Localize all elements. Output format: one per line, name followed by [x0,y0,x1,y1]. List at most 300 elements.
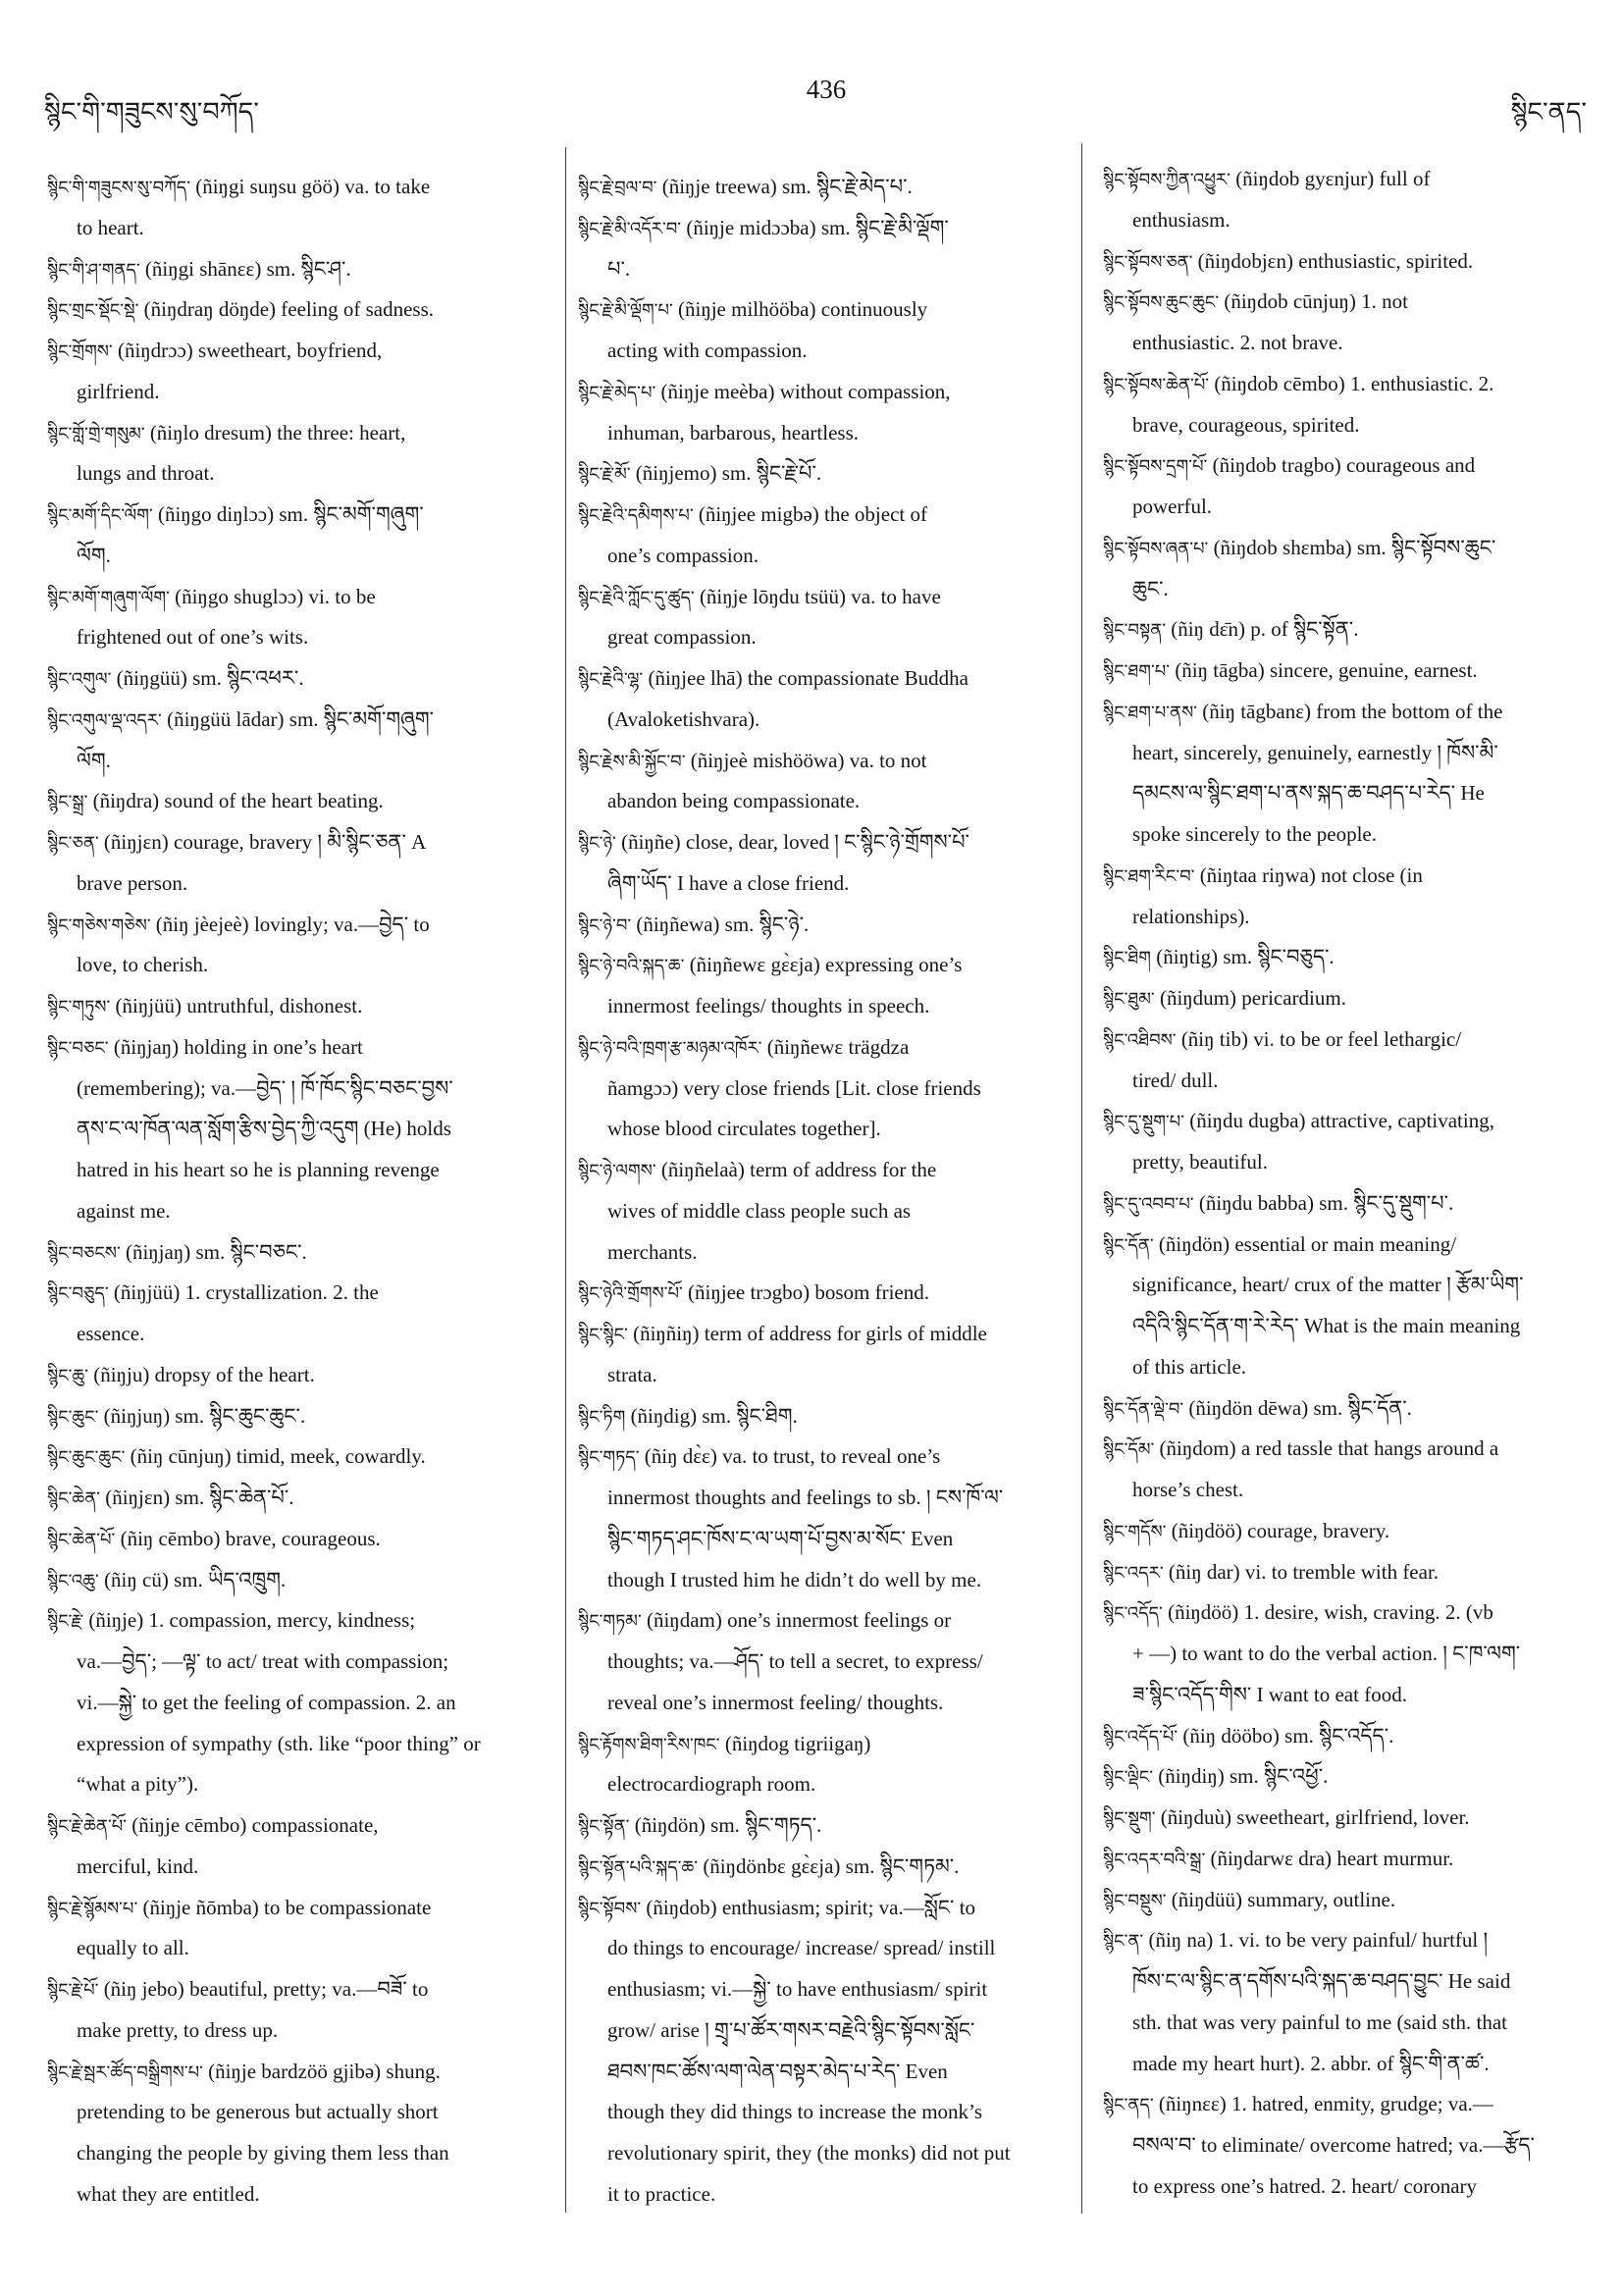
entry-first-line [47,822,557,863]
entry-continuation-line: ཁོས་ང་ལ་སྙིང་ན་དགོས་པའི་སྐད་ཆ་བཤད་བྱུང་ He said [1132,1969,1511,1993]
entry-first-line [578,905,1074,946]
definition-text: close, dear, loved ། ང་སྙིང་ཉེ་གྲོགས་པོ་ [685,830,969,854]
pronunciation: (ñiŋdu dugba) [1189,1109,1306,1133]
headword: སྙིང་ཅན་ [47,833,99,854]
entry-continuation-line: equally to all. [77,1936,189,1960]
pronunciation: (ñiŋje milhööba) [678,297,816,322]
dictionary-entry [578,658,1074,741]
entry-continuation-line: whose blood circulates together]. [607,1117,881,1141]
dictionary-entry [47,658,557,700]
headword: སྙིང་སྟོབས་ཀྱིན་འཕྱུར་ [1103,170,1230,190]
entry-first-line [47,700,557,741]
headword: སྙིང་རྟོགས་ཐིག་རིས་ཁང་ [578,1734,720,1755]
entry-continuation-line: it to practice. [607,2181,716,2206]
entry-first-line [47,1600,557,1642]
entry-continuation-line: strata. [607,1362,657,1386]
pronunciation: (ñiŋdam) [646,1608,722,1633]
pronunciation: (ñiŋñe) [621,830,681,854]
dictionary-entry [47,167,557,249]
entry-first-line [1103,937,1611,978]
definition-text: one’s innermost feelings or [727,1608,952,1633]
entry-first-line [47,1232,557,1274]
dictionary-entry [47,700,557,782]
entry-first-line [1103,528,1611,569]
headword: སྙིང་མགོ་དིང་ལོག་ [47,505,153,526]
pronunciation: (ñiŋje cēmbo) [131,1813,247,1837]
pronunciation: (ñiŋ dar) [1168,1559,1240,1584]
headword: སྙིང་རྗེ་ [47,1611,84,1633]
pronunciation: (ñiŋjemo) [635,461,717,486]
entry-first-line [578,289,1074,331]
dictionary-entry [578,905,1074,946]
entry-continuation-line: made my heart hurt). 2. abbr. of སྙིང་གི་ན་ཚ་. [1132,2051,1490,2075]
pronunciation: (ñiŋje meèba) [660,379,775,403]
entry-first-line [578,1888,1074,1929]
entry-first-line [1103,2084,1611,2125]
definition-text: sm. སྙིང་ཆུང་ཆུང་. [175,1403,306,1428]
headword: སྙིང་རྗེ་མི་འདོར་བ་ [578,218,682,239]
entry-continuation-line: hatred in his heart so he is planning revenge [77,1158,440,1181]
definition-text: bosom friend. [814,1280,930,1305]
dictionary-entry [578,372,1074,454]
entry-continuation-line: lungs and throat. [77,461,215,486]
entry-first-line [1103,445,1611,487]
pronunciation: (ñiŋdüü) [1171,1887,1242,1911]
entry-continuation-line: though I trusted him he didn’t do well by me. [607,1567,982,1592]
headword: སྙིང་མགོ་གཞུག་ལོག་ [47,587,170,608]
pronunciation: (ñiŋjee lhā) [648,666,743,690]
dictionary-entry [1103,856,1611,938]
headword: སྙིང་རྗེས་མི་སྐྱོང་བ་ [578,751,686,772]
page-number: 436 [806,75,847,104]
entry-first-line [578,372,1074,413]
definition-text: sm. སྙིང་རྗེ་མེད་པ་. [782,175,913,198]
entry-continuation-line: innermost thoughts and feelings to sb. ། ངས་ཁོ་ལ་ [607,1486,1004,1509]
entry-first-line [47,905,557,946]
pronunciation: (ñiŋjuŋ) [103,1403,171,1428]
pronunciation: (ñiŋ tāgbanɛ) [1202,699,1312,723]
entry-first-line [47,1355,557,1396]
entry-first-line [47,1273,557,1314]
dictionary-entry [1103,1920,1611,2084]
headword: སྙིང་སྙིང་ [578,1325,628,1345]
headword: སྙིང་གདོས་ [1103,1521,1167,1542]
pronunciation: (ñiŋje) [88,1608,144,1633]
pronunciation: (ñiŋgo shuglɔɔ) [175,584,304,608]
pronunciation: (ñiŋlo dresum) [149,420,272,444]
pronunciation: (ñiŋ na) [1148,1928,1214,1953]
definition-text: sm. སྙིང་ཉེ་. [724,912,810,936]
entry-first-line [578,1150,1074,1191]
definition-text: 1. hatred, enmity, grudge; va.— [1230,2092,1493,2116]
entry-first-line [47,658,557,700]
entry-continuation-line: merchants. [607,1239,698,1264]
dictionary-entry [578,1888,1074,2216]
entry-continuation-line: spoke sincerely to the people. [1132,822,1378,846]
definition-text: p. of སྙིང་སྟོན་. [1250,617,1359,642]
pronunciation: (ñiŋdön) [634,1813,706,1837]
entry-first-line [47,1396,557,1437]
headword: སྙིང་རྗེ་བྲལ་བ་ [578,178,657,198]
definition-text: enthusiasm; spirit; va.—སློང་ to [721,1895,976,1919]
entry-continuation-line: acting with compassion. [607,339,808,362]
column-divider [1081,143,1082,2214]
entry-continuation-line: against me. [77,1198,171,1223]
entry-continuation-line: (remembering); va.—བྱེད་ ། ཁོ་ཁོང་སྙིང་བཅང་བྱས་ [77,1075,453,1100]
entry-continuation-line: (Avaloketishvara). [607,706,760,731]
entry-continuation-line: wives of middle class people such as [607,1198,912,1223]
dictionary-entry [47,1232,557,1274]
entry-continuation-line: heart, sincerely, genuinely, earnestly ། ཁོས་མི་ [1132,740,1498,764]
definition-text: attractive, captivating, [1310,1109,1494,1133]
dictionary-entry [47,495,557,577]
definition-text: va. to trust, to reveal one’s [722,1444,941,1469]
definition-text: beautiful, pretty; va.—བཟོ་ to [189,1977,429,2001]
entry-first-line [47,1888,557,1929]
entry-first-line [47,495,557,536]
pronunciation: (ñiŋdrɔɔ) [117,339,193,362]
definition-text: sm. སྙིང་མགོ་གཞུག་ [288,706,435,731]
definition-text: brave, courageous. [225,1526,381,1550]
entry-first-line [47,1805,557,1847]
headword: སྙིང་སྟོབས་དྲག་པོ་ [1103,456,1208,478]
pronunciation: (ñiŋñewa) [636,912,720,936]
headword: སྙིང་དོམ་ [1103,1439,1155,1461]
definition-text: vi. to be or feel lethargic/ [1253,1026,1462,1051]
pronunciation: (ñiŋ dɛ̄n) [1171,617,1246,642]
headword: སྙིང་ཐག་པ་ [1103,661,1171,682]
pronunciation: (ñiŋ cūnjuŋ) [130,1444,232,1469]
headword: སྙིང་སྒྲ་ [47,792,88,813]
definition-text: sweetheart, girlfriend, lover. [1236,1805,1470,1829]
entry-continuation-line: ནས་ང་ལ་ཁོན་ལན་སློག་རྩིས་བྱེད་ཀྱི་འདུག (He) holds [77,1117,451,1141]
definition-text: continuously [820,297,928,322]
definition-text: 1. enthusiastic. 2. [1350,371,1494,395]
dictionary-entry [47,1273,557,1355]
dictionary-entry [47,331,557,413]
definition-text: 1. crystallization. 2. the [184,1280,379,1305]
entry-continuation-line: of this article. [1132,1354,1247,1379]
pronunciation: (ñiŋdig) [630,1403,698,1428]
entry-continuation-line: + —) to want to do the verbal action. ། ང་ཁ་ལག་ [1132,1642,1521,1665]
headword: སྙིང་རྗེ་མེད་པ་ [578,382,656,403]
entry-first-line [1103,978,1611,1019]
dictionary-entry [47,1805,557,1888]
pronunciation: (ñiŋjüü) [113,1280,181,1305]
entry-first-line [47,1519,557,1560]
entry-continuation-line: sth. that was very painful to me (said sth. that [1132,2009,1508,2034]
definition-text: sm. སྙིང་བཅང་. [195,1239,307,1264]
definition-text: feeling of sadness. [281,297,435,322]
entry-continuation-line: though they did things to increase the monk’s [607,2100,983,2124]
headword: སྙིང་སྡུག་ [1103,1808,1156,1829]
headword: སྙིང་ཆེན་ [47,1488,101,1509]
entry-first-line [578,1724,1074,1765]
pronunciation: (ñiŋ cēmbo) [120,1526,221,1550]
pronunciation: (ñiŋdu babba) [1198,1190,1314,1215]
entry-continuation-line: revolutionary spirit, they (the monks) did not put [607,2141,1011,2165]
entry-first-line [1103,364,1611,405]
entry-first-line [1103,1429,1611,1470]
headword: སྙིང་ན་ [1103,1931,1144,1953]
entry-continuation-line: བསལ་བ་ to eliminate/ overcome hatred; va.—རྩོད་ [1132,2133,1535,2157]
definition-text: va. to not [849,748,927,772]
definition-text: holding in one’s heart [183,1034,363,1059]
entry-continuation-line: reveal one’s innermost feeling/ thoughts. [607,1690,944,1714]
dictionary-entry [47,413,557,496]
definition-text: shung. [386,2059,441,2083]
definition-text: summary, outline. [1247,1887,1396,1911]
pronunciation: (ñiŋju) [93,1362,150,1386]
headword: སྙིང་དུ་སྡུག་པ་ [1103,1112,1184,1133]
pronunciation: (ñiŋjüü) [115,994,183,1018]
dictionary-entry [1103,692,1611,856]
entry-continuation-line: pretty, beautiful. [1132,1150,1269,1174]
headword: སྙིང་ཉེ་ [578,833,616,854]
headword: སྙིང་གཏུས་ [47,997,111,1018]
pronunciation: (ñiŋdarwɛ dra) [1210,1846,1333,1870]
pronunciation: (ñiŋ dɛ̀ɛ) [644,1444,717,1469]
headword: སྙིང་དུ་འབབ་པ་ [1103,1193,1194,1215]
entry-first-line [578,453,1074,495]
pronunciation: (ñiŋ jèejeè) [155,912,249,936]
pronunciation: (ñiŋje lōŋdu tsüü) [699,584,847,608]
headword: སྙིང་དོན་ [1103,1234,1154,1256]
entry-first-line [1103,651,1611,692]
headword: སྙིང་སྟོན་ [578,1816,630,1837]
pronunciation: (ñiŋdob cēmbo) [1214,371,1345,395]
entry-continuation-line: ཟ་སྙིང་འདོད་གིས་ I want to eat food. [1132,1682,1407,1706]
entry-first-line [578,1273,1074,1314]
definition-text: va. to have [851,584,941,608]
dictionary-entry [47,781,557,822]
definition-text: the three: heart, [277,420,406,444]
dictionary-entry [1103,1019,1611,1102]
pronunciation: (ñiŋdiŋ) [1158,1764,1225,1789]
dictionary-entry [47,1969,557,2052]
definition-text: a red tassle that hangs around a [1240,1436,1499,1461]
entry-continuation-line: འདིའི་སྙིང་དོན་ག་རེ་རེད་ What is the main meaning [1132,1314,1521,1337]
entry-first-line [578,945,1074,986]
entry-continuation-line: enthusiasm. [1132,207,1230,232]
entry-first-line [47,1436,557,1478]
definition-text: sm. སྙིང་འཕྱོ་. [1229,1764,1329,1789]
entry-first-line [1103,609,1611,651]
headword: སྙིང་བསྟན་ [1103,620,1166,642]
entry-continuation-line: electrocardiograph room. [607,1772,816,1797]
entry-first-line [1103,1101,1611,1142]
headword: སྙིང་རྗེ་ཆེན་པོ་ [47,1816,128,1837]
pronunciation: (ñiŋ dööbo) [1182,1723,1280,1748]
headword: སྙིང་ཉེའི་གྲོགས་པོ་ [578,1283,683,1305]
dictionary-entry [578,208,1074,290]
dictionary-column-2 [578,167,1074,2247]
pronunciation: (ñiŋje ñōmba) [142,1895,259,1919]
dictionary-entry [1103,159,1611,241]
dictionary-entry [1103,445,1611,528]
dictionary-column-3 [1103,159,1611,2247]
entry-first-line [1103,1839,1611,1880]
headword: སྙིང་སྟོབས་ [578,1898,642,1919]
entry-first-line [578,1314,1074,1355]
headword: སྙིང་རྗེ་པོ་ [47,1980,99,2001]
dictionary-entry [1103,364,1611,446]
pronunciation: (ñiŋnɛɛ) [1158,2092,1227,2116]
entry-continuation-line: ལོག. [77,543,111,567]
entry-continuation-line: innermost feelings/ thoughts in speech. [607,994,930,1018]
dictionary-entry [47,1888,557,1970]
entry-continuation-line: tired/ dull. [1132,1068,1219,1092]
entry-continuation-line: one’s compassion. [607,543,759,567]
entry-first-line [1103,282,1611,323]
pronunciation: (ñiŋtaa riŋwa) [1199,862,1316,887]
entry-first-line [578,495,1074,536]
definition-text: without compassion, [779,379,951,403]
headword: སྙིང་བསྡུས་ [1103,1890,1167,1911]
entry-continuation-line: expression of sympathy (sth. like “poor thing” or [77,1731,481,1755]
headword: སྙིང་ཆུང་ཆུང་ [47,1447,126,1469]
entry-continuation-line: pretending to be generous but actually short [77,2100,439,2124]
headword: སྙིང་ཆུང་ [47,1406,99,1428]
definition-text: sm. སྙིང་གཏད་. [710,1813,822,1837]
definition-text: sm. སྙིང་དོན་. [1313,1395,1412,1420]
pronunciation: (ñiŋdog tigriigaŋ) [724,1731,871,1755]
entry-continuation-line: to heart. [77,215,144,239]
definition-text: sm. སྙིང་འཕར་. [192,666,304,690]
entry-first-line [47,986,557,1027]
entry-continuation-line: ཆུང་. [1132,576,1169,600]
dictionary-entry [1103,1183,1611,1225]
dictionary-entry [578,577,1074,659]
headword: སྙིང་ཏིག [578,1406,626,1428]
dictionary-entry [47,1519,557,1560]
headword: སྙིང་ཐག་རིང་བ་ [1103,865,1195,887]
entry-first-line [578,741,1074,782]
entry-first-line [47,413,557,454]
definition-text: sm. སྙིང་བཅུད་. [1223,945,1335,969]
pronunciation: (ñiŋdob) [646,1895,717,1919]
dictionary-entry [578,1150,1074,1273]
pronunciation: (ñiŋ tāgba) [1175,658,1265,682]
pronunciation: (ñiŋdob tragbo) [1212,453,1341,478]
headword: སྙིང་འདར་བའི་སྒྲ་ [1103,1849,1206,1870]
pronunciation: (ñiŋdob cūnjuŋ) [1224,289,1356,314]
entry-first-line [47,1560,557,1601]
dictionary-entry [578,1396,1074,1437]
entry-first-line [578,1847,1074,1888]
definition-text: courage, bravery. [1247,1518,1390,1542]
headword: སྙིང་རྗེའི་ལྷ་ [578,669,644,690]
entry-first-line [47,167,557,208]
column-divider [565,147,566,2213]
pronunciation: (ñiŋjɛn) [105,1486,171,1509]
entry-first-line [1103,1880,1611,1921]
entry-continuation-line: ཞིག་ཡོད་ I have a close friend. [607,870,850,895]
definition-text: pericardium. [1241,986,1346,1010]
dictionary-entry [1103,1552,1611,1593]
pronunciation: (ñiŋñewɛ trägdza [766,1034,910,1059]
entry-continuation-line: horse’s chest. [1132,1478,1244,1501]
definition-text: sm. སྙིང་ཐིག. [702,1403,798,1428]
entry-first-line [47,289,557,331]
dictionary-entry [1103,1880,1611,1921]
dictionary-entry [1103,1511,1611,1552]
dictionary-entry [47,1478,557,1519]
headword: སྙིང་འཆུ་ [47,1570,99,1592]
pronunciation: (ñiŋgüü lādar) [167,706,285,731]
pronunciation: (ñiŋdra) [92,789,160,813]
dictionary-entry [1103,609,1611,651]
definition-text: sm. སྙིང་ཆེན་པོ་. [175,1486,294,1509]
pronunciation: (ñiŋñelaà) [660,1158,745,1181]
dictionary-entry [1103,1429,1611,1511]
pronunciation: (ñiŋdobjɛn) [1197,248,1293,273]
definition-text: not close (in [1321,862,1423,887]
dictionary-entry [47,1027,557,1232]
entry-first-line [47,2052,557,2093]
entry-continuation-line: thoughts; va.—ཤོད་ to tell a secret, to express/ [607,1649,983,1673]
dictionary-entry [47,1560,557,1601]
entry-continuation-line: great compassion. [607,625,757,650]
entry-first-line [47,781,557,822]
headword: སྙིང་འདོད་པོ་ [1103,1726,1178,1748]
definition-text: untruthful, dishonest. [186,994,363,1018]
entry-first-line [1103,856,1611,897]
pronunciation: (ñiŋñewɛ gɛ̀ɛja) [689,953,820,977]
dictionary-entry [578,822,1074,905]
headword: སྙིང་གཅེས་གཅེས་ [47,914,151,936]
pronunciation: (ñiŋdum) [1159,986,1237,1010]
headword: སྙིང་རྗེའི་དམིགས་པ་ [578,505,694,526]
headword: སྙིང་གྲོགས་ [47,341,113,362]
pronunciation: (ñiŋdöö) [1171,1518,1242,1542]
entry-continuation-line: what they are entitled. [77,2181,260,2206]
definition-text: dropsy of the heart. [154,1362,315,1386]
pronunciation: (ñiŋdön) [1158,1231,1230,1256]
entry-continuation-line: པ་. [607,256,631,281]
definition-text: from the bottom of the [1316,699,1503,723]
headword: སྙིང་རྗེའི་ཀློང་དུ་ཚུད་ [578,587,695,608]
definition-text: sm. སྙིང་རྗེ་པོ་. [721,461,822,486]
definition-text: 1. vi. to be very painful/ hurtful ། [1218,1928,1489,1953]
headword: སྙིང་འདོད་ [1103,1603,1163,1625]
entry-first-line [1103,1592,1611,1634]
pronunciation: (ñiŋ jebo) [103,1977,184,2001]
dictionary-entry [578,741,1074,823]
definition-text: sm. སྙིང་ཤ་. [266,256,351,281]
entry-continuation-line: girlfriend. [77,379,160,403]
headword: སྙིང་སྟོབས་ཆེན་པོ་ [1103,374,1210,395]
entry-continuation-line: brave person. [77,870,188,895]
headword: སྙིང་ཉེ་བ་ [578,914,632,936]
dictionary-entry [1103,2084,1611,2207]
definition-text: sincere, genuine, earnest. [1270,658,1478,682]
definition-text: heart murmur. [1336,1846,1454,1870]
definition-text: courageous and [1345,453,1476,478]
dictionary-entry [47,822,557,905]
definition-text: enthusiastic, spirited. [1298,248,1474,273]
definition-text: vi. to tremble with fear. [1244,1559,1440,1584]
pronunciation: (ñiŋje treewa) [661,175,777,198]
dictionary-entry [47,905,557,987]
definition-text: sm. སྙིང་གཏམ་. [845,1853,960,1878]
entry-first-line [1103,692,1611,733]
running-head-left: སྙིང་གི་གཟུངས་སུ་བཀོད་ [44,97,259,128]
headword: སྙིང་སྟོན་པའི་སྐད་ཆ་ [578,1856,699,1878]
headword: སྙིང་འདར་ [1103,1562,1164,1584]
entry-continuation-line: enthusiastic. 2. not brave. [1132,331,1343,354]
entry-continuation-line: essence. [77,1322,145,1345]
